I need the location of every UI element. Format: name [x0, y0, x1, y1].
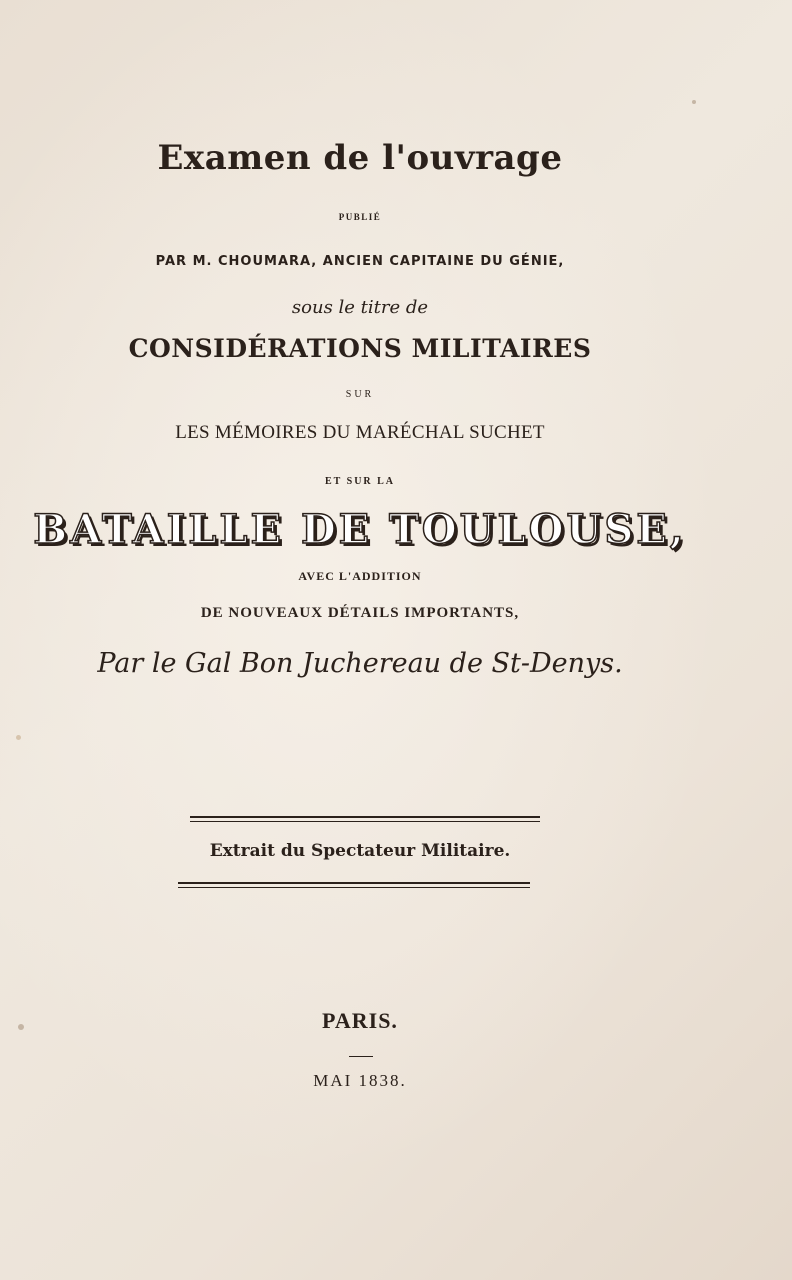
divider-rule [178, 882, 530, 884]
foxing-spot [692, 100, 696, 104]
author-signature: Par le Gal Bon Juchereau de St-Denys. [97, 648, 623, 679]
author-line: PAR M. CHOUMARA, ANCIEN CAPITAINE DU GÉNIE, [155, 254, 565, 269]
avec-addition-label: AVEC L'ADDITION [298, 569, 422, 583]
foxing-spot [18, 1024, 24, 1030]
bataille-heading: BATAILLE DE TOULOUSE, [33, 506, 687, 553]
considerations-heading: CONSIDÉRATIONS MILITAIRES [128, 334, 592, 363]
foxing-spot [16, 735, 21, 740]
subtitle-intro: sous le titre de [291, 297, 429, 318]
extrait-note: Extrait du Spectateur Militaire. [209, 841, 511, 861]
sur-label: SUR [345, 389, 375, 400]
nouveaux-details-heading: DE NOUVEAUX DÉTAILS IMPORTANTS, [200, 605, 520, 621]
divider-rule [190, 816, 540, 818]
divider-rule [190, 821, 540, 822]
publie-label: PUBLIÉ [338, 212, 382, 222]
publication-place: PARIS. [322, 1008, 398, 1033]
divider-rule [178, 887, 530, 888]
publication-date: MAI 1838. [313, 1071, 407, 1090]
et-sur-la-label: ET SUR LA [324, 476, 396, 487]
memoires-heading: LES MÉMOIRES DU MARÉCHAL SUCHET [175, 422, 545, 443]
short-divider [349, 1056, 373, 1057]
document-title: Examen de l'ouvrage [157, 138, 563, 178]
